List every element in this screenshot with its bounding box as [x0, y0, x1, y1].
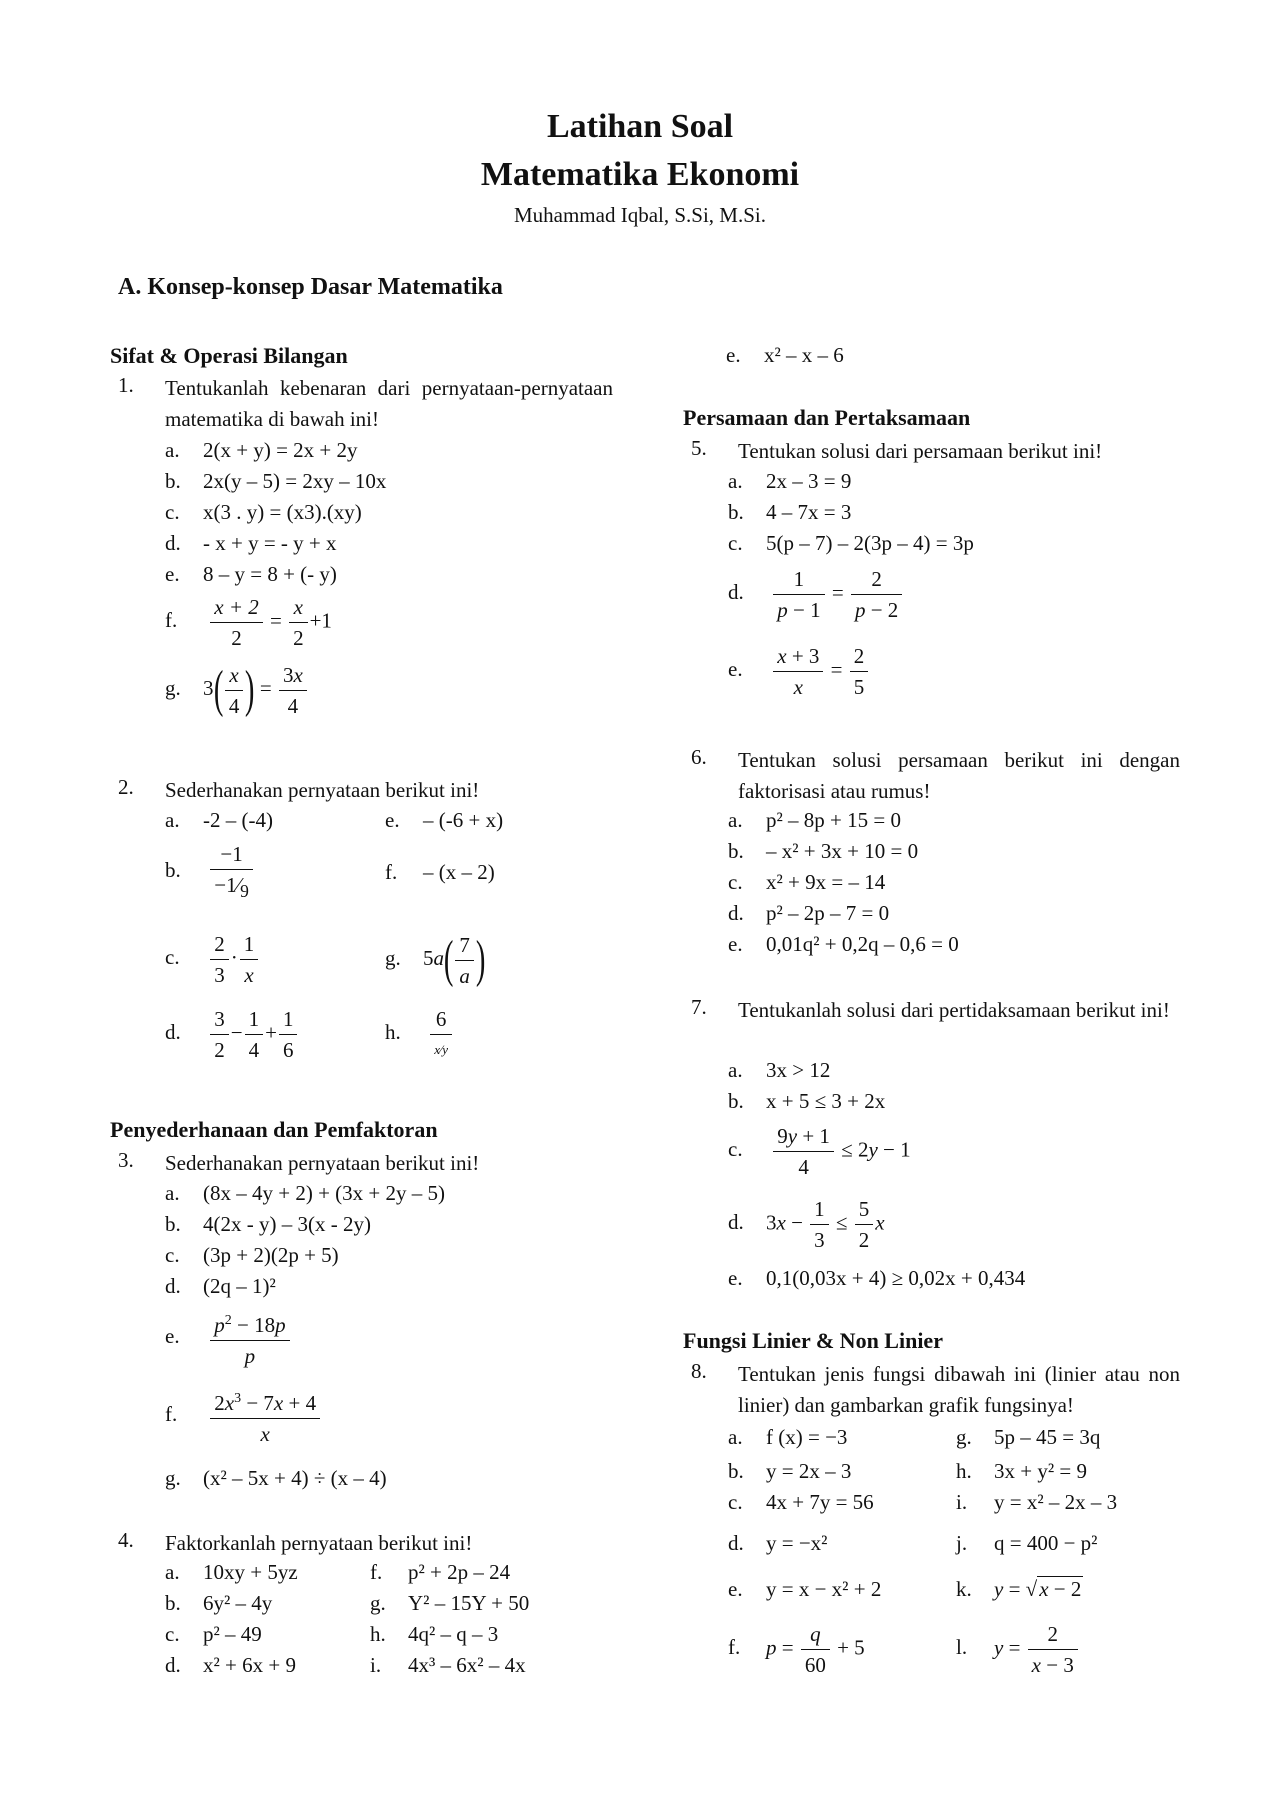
q1-item-f: f. $\frac{x + 2}{2}$ = $\frac{x}{2}$ +1 [165, 595, 332, 650]
q8-item-a: a. f (x) = −3 [728, 1425, 848, 1449]
q4-item-b: b. 6y² – 4y [165, 1591, 273, 1615]
question-number: 6. [691, 745, 707, 769]
q7-item-c: c. $\frac{9y + 1}{4}$ ≤ 2y − 1 [728, 1124, 911, 1179]
q6-item-e: e. 0,01q² + 0,2q – 0,6 = 0 [728, 932, 959, 956]
q2-item-e: e. – (-6 + x) [385, 808, 504, 832]
question-number: 8. [691, 1359, 707, 1383]
question-number: 1. [118, 373, 134, 397]
doc-subtitle: Matematika Ekonomi [480, 156, 800, 193]
q2-item-h: h. $\frac{6}{x⁄y}$ [385, 1005, 454, 1064]
question-text: Faktorkanlah pernyataan berikut ini! [165, 1531, 473, 1555]
q7-item-a: a. 3x > 12 [728, 1058, 831, 1082]
q5-item-c: c. 5(p – 7) – 2(3p – 4) = 3p [728, 531, 974, 555]
q5-item-e: e. $\frac{x + 3}{x}$ = $\frac{2}{5}$ [728, 642, 870, 701]
heading-sifat-operasi: Sifat & Operasi Bilangan [110, 343, 348, 368]
q3-item-g: g. (x² – 5x + 4) ÷ (x – 4) [165, 1466, 387, 1490]
q8-item-e: e. y = x − x² + 2 [728, 1577, 882, 1601]
q2-item-c: c. $\frac{2}{3}$ · $\frac{1}{x}$ [165, 930, 260, 989]
q5-item-b: b. 4 – 7x = 3 [728, 500, 852, 524]
q4-item-f: f. p² + 2p – 24 [370, 1560, 511, 1584]
question-text: Sederhanakan pernyataan berikut ini! [165, 1151, 480, 1175]
q3-item-a: a. (8x – 4y + 2) + (3x + 2y – 5) [165, 1181, 446, 1205]
doc-title: Latihan Soal [546, 108, 734, 145]
q7-item-b: b. x + 5 ≤ 3 + 2x [728, 1089, 886, 1113]
question-2 [118, 775, 613, 806]
q6-item-b: b. – x² + 3x + 10 = 0 [728, 839, 919, 863]
question-text: Sederhanakan pernyataan berikut ini! [165, 778, 480, 802]
q8-item-l: l. y = $\frac{2}{x - 3}$ [956, 1620, 1080, 1679]
heading-penyederhanaan: Penyederhanaan dan Pemfaktoran [110, 1117, 438, 1142]
question-number: 3. [118, 1148, 134, 1172]
q2-item-f: f. – (x – 2) [385, 860, 495, 884]
section-title: A. Konsep-konsep Dasar Matematika [118, 274, 503, 300]
q8-item-c: c. 4x + 7y = 56 [728, 1490, 874, 1514]
q8-item-h: h. 3x + y² = 9 [956, 1459, 1087, 1483]
question-1 [118, 373, 613, 435]
q1-item-c: c. x(3 . y) = (x3).(xy) [165, 500, 362, 524]
q4-item-d: d. x² + 6x + 9 [165, 1653, 296, 1677]
question-number: 5. [691, 436, 707, 460]
q4-item-c: c. p² – 49 [165, 1622, 262, 1646]
q8-item-k: k. y = √x − 2 [956, 1577, 1082, 1601]
question-text: Tentukan solusi persamaan berikut ini dengan faktorisasi atau rumus! [738, 748, 1180, 803]
q3-item-b: b. 4(2x - y) – 3(x - 2y) [165, 1212, 371, 1236]
q2-item-b: b. $\frac{-1}{-1⁄_9}$ [165, 840, 255, 905]
q4-item-h: h. 4q² – q – 3 [370, 1622, 499, 1646]
heading-fungsi: Fungsi Linier & Non Linier [683, 1328, 943, 1353]
q4-item-i: i. 4x³ – 6x² – 4x [370, 1653, 526, 1677]
q3-item-d: d. (2q – 1)² [165, 1274, 276, 1298]
q7-item-e: e. 0,1(0,03x + 4) ≥ 0,02x + 0,434 [728, 1266, 1026, 1290]
q8-item-f: f. p = $\frac{q}{60}$ + 5 [728, 1622, 865, 1677]
q4-item-g: g. Y² – 15Y + 50 [370, 1591, 530, 1615]
q6-item-c: c. x² + 9x = – 14 [728, 870, 886, 894]
q8-item-g: g. 5p – 45 = 3q [956, 1425, 1101, 1449]
q5-item-d: d. $\frac{1}{p - 1}$ = $\frac{2}{p - 2}$ [728, 565, 904, 624]
q2-item-a: a. -2 – (-4) [165, 808, 273, 832]
heading-persamaan: Persamaan dan Pertaksamaan [683, 405, 971, 430]
question-5 [691, 436, 1180, 467]
q3-item-e: e. $\frac{p^2 - 18p}{p}$ [165, 1307, 292, 1370]
question-text: Tentukan jenis fungsi dibawah ini (linier atau non linier) dan gambarkan grafik fungsinya! [738, 1362, 1180, 1417]
question-6 [691, 745, 1180, 807]
question-7 [691, 995, 1180, 1026]
question-number: 4. [118, 1528, 134, 1552]
question-text: Tentukan solusi dari persamaan berikut ini! [738, 439, 1103, 463]
q1-item-b: b. 2x(y – 5) = 2xy – 10x [165, 469, 387, 493]
q7-item-d: d. 3x − $\frac{1}{3}$ ≤ $\frac{5}{2}$ x [728, 1197, 885, 1252]
q4-item-a: a. 10xy + 5yz [165, 1560, 298, 1584]
q1-item-d: d. - x + y = - y + x [165, 531, 337, 555]
question-text: Tentukanlah kebenaran dari pernyataan-pernyataan matematika di bawah ini! [165, 376, 613, 431]
question-4 [118, 1528, 613, 1559]
q8-item-j: j. q = 400 − p² [956, 1531, 1098, 1555]
q2-item-d: d. $\frac{3}{2}$ − $\frac{1}{4}$ + $\frac{1}{6}$ [165, 1005, 299, 1064]
q2-item-g: g. 5a( $\frac{7}{a}$ ) [385, 931, 486, 988]
q1-item-g: g. 3( $\frac{x}{4}$ ) = $\frac{3x}{4}$ [165, 660, 309, 720]
q8-item-d: d. y = −x² [728, 1531, 828, 1555]
q8-item-b: b. y = 2x – 3 [728, 1459, 852, 1483]
question-3 [118, 1148, 613, 1179]
q1-item-a: a. 2(x + y) = 2x + 2y [165, 438, 358, 462]
question-number: 7. [691, 995, 707, 1019]
doc-author: Muhammad Iqbal, S.Si, M.Si. [513, 203, 766, 227]
q3-item-c: c. (3p + 2)(2p + 5) [165, 1243, 339, 1267]
question-text: Tentukanlah solusi dari pertidaksamaan berikut ini! [738, 998, 1170, 1022]
q3-item-f: f. $\frac{2x^3 - 7x + 4}{x}$ [165, 1385, 322, 1448]
question-number: 2. [118, 775, 134, 799]
q6-item-d: d. p² – 2p – 7 = 0 [728, 901, 890, 925]
q6-item-a: a. p² – 8p + 15 = 0 [728, 808, 901, 832]
q4-item-e: e. x² – x – 6 [726, 343, 844, 367]
question-8 [691, 1359, 1180, 1421]
q8-item-i: i. y = x² – 2x – 3 [956, 1490, 1118, 1514]
q1-item-e: e. 8 – y = 8 + (- y) [165, 562, 337, 586]
q5-item-a: a. 2x – 3 = 9 [728, 469, 852, 493]
